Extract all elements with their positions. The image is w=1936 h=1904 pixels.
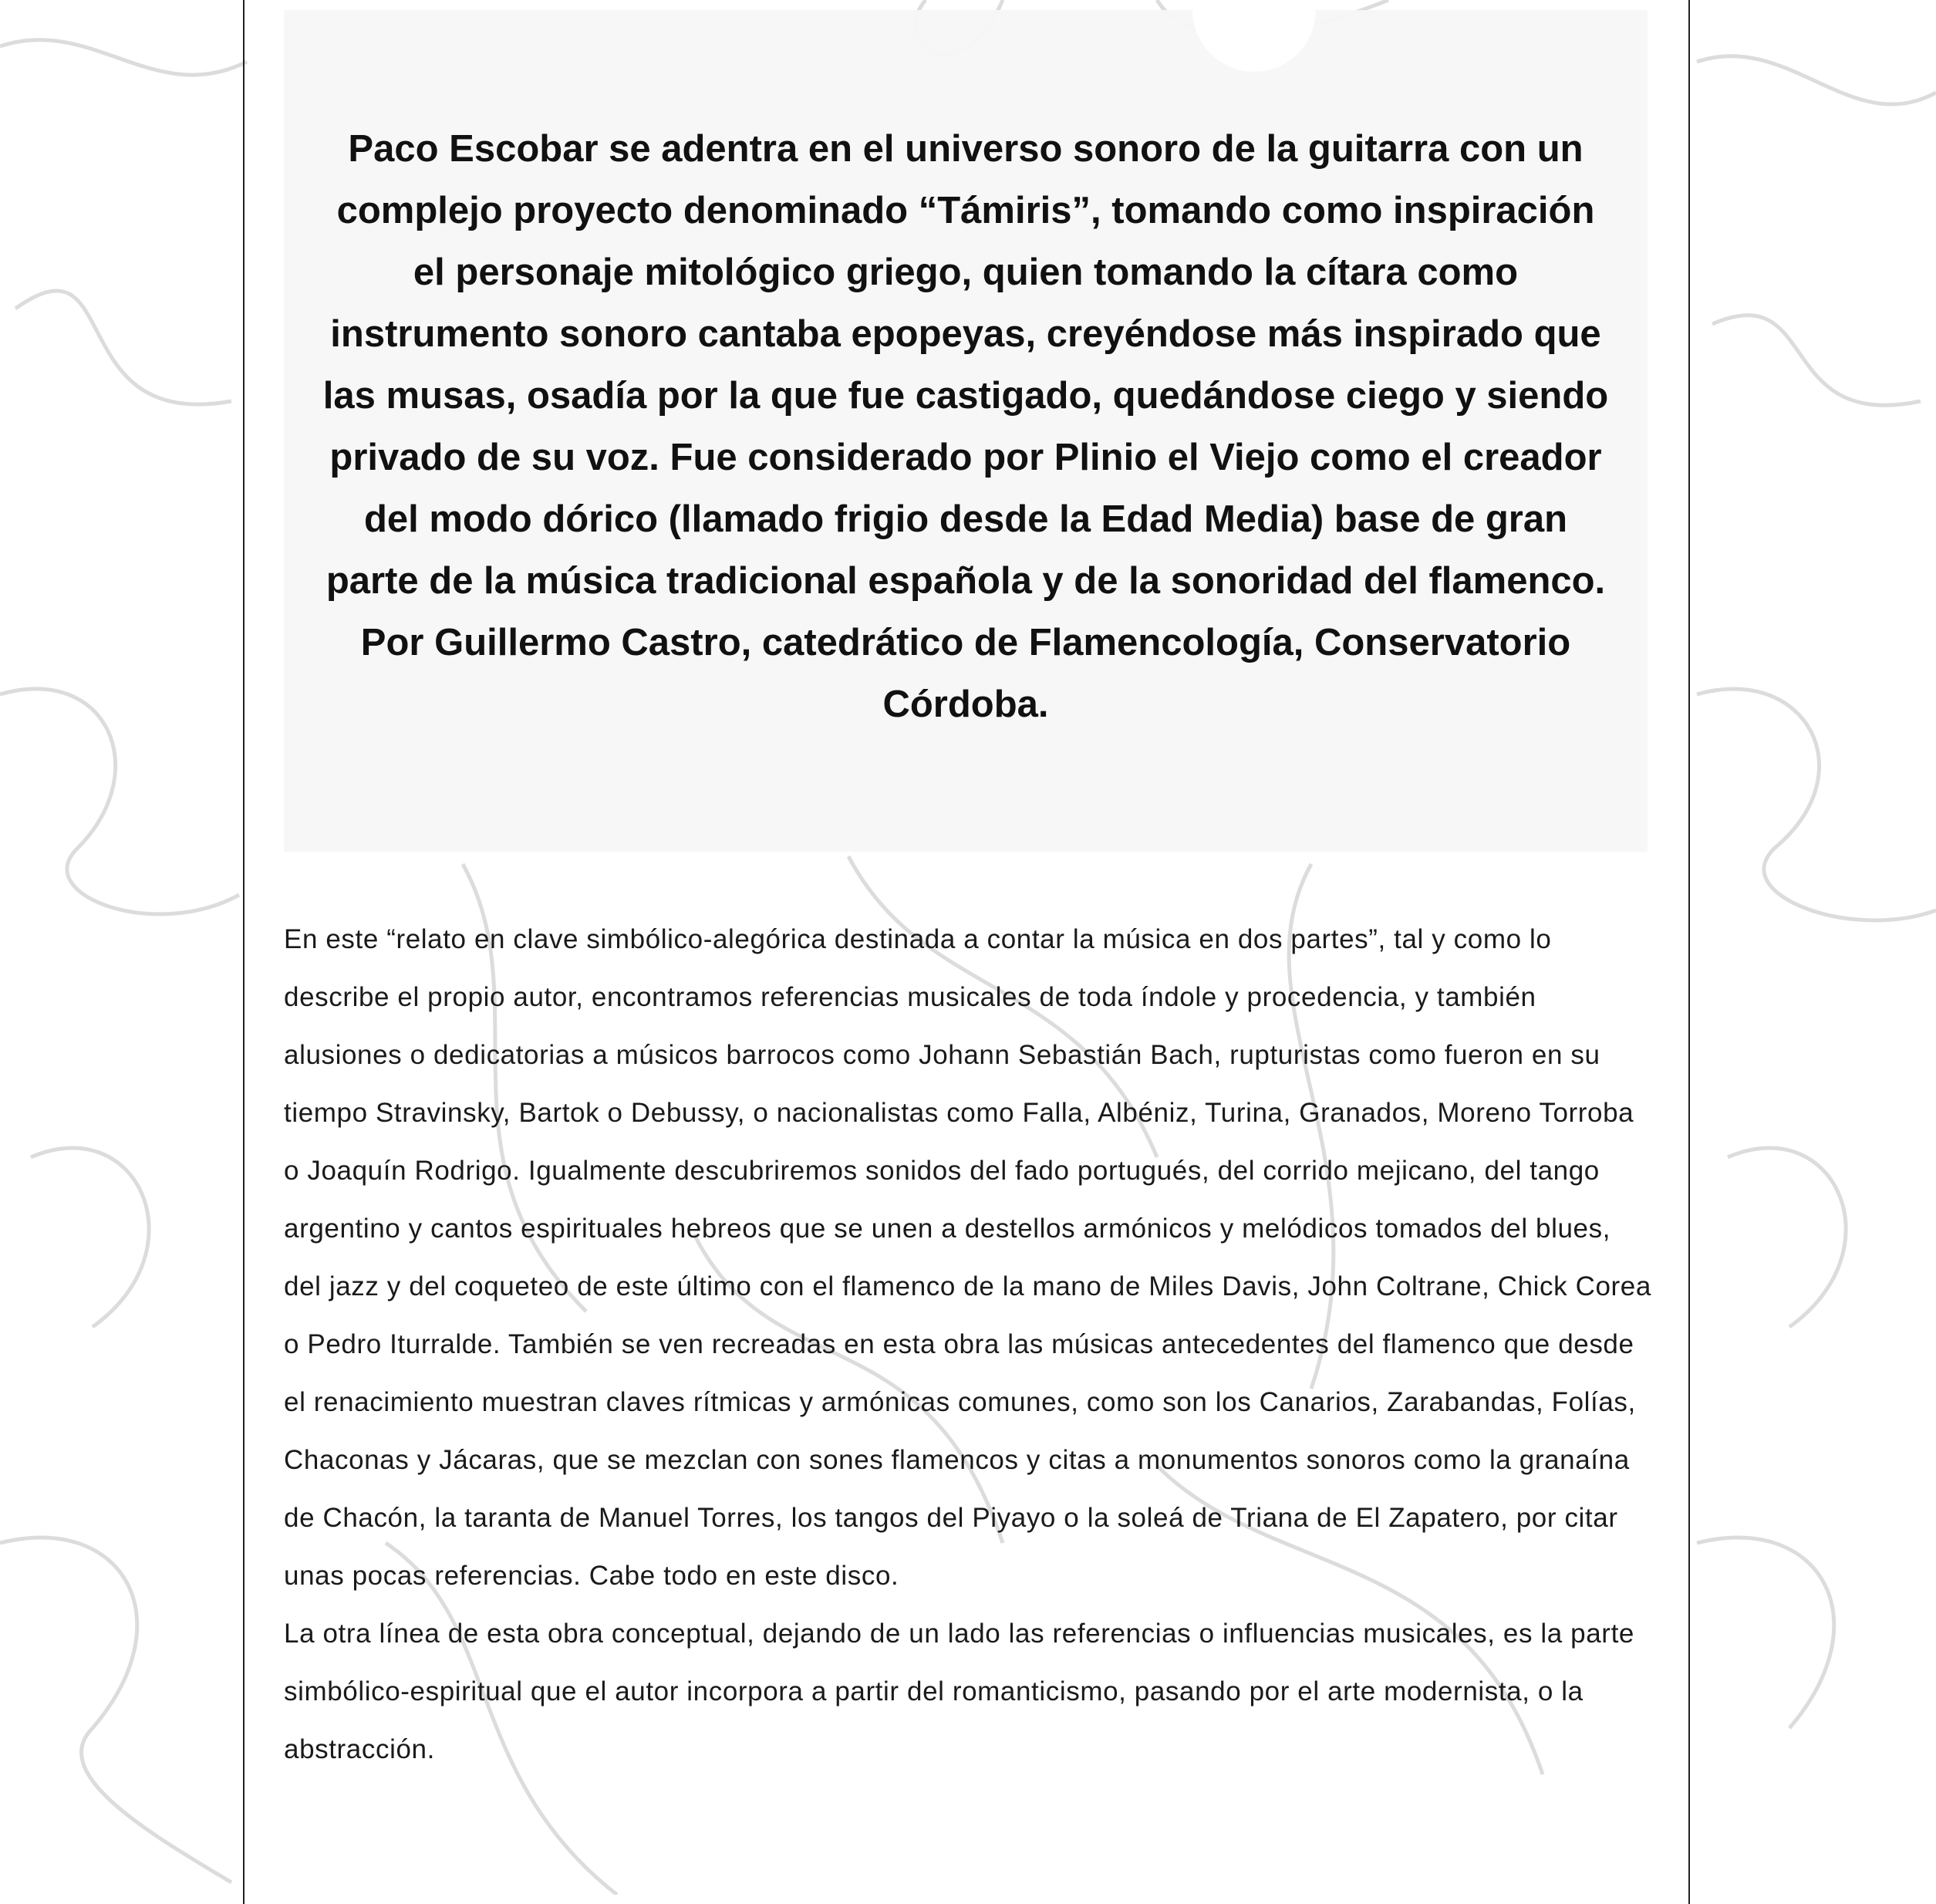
pull-quote-text: Paco Escobar se adentra en el universo sonoro de la guitarra con un complejo proyecto denominado “Támiris”, tomando como inspiración el personaje mitológico griego, quien tomando la cítara como instrumento sonoro cantaba epopeyas, creyéndose más inspirado que las musas, osadía por la que fue castigado, quedándose ciego y siendo privado de su voz. Fue considerado por Plinio el Viejo como el creador del modo dórico (llamado frigio desde la Edad Media) base de gran parte de la música tradicional española y de la sonoridad del flamenco. Por Guillermo Castro, catedrático de Flamencología, Conservatorio Córdoba.	[322, 128, 1609, 725]
article-body	[284, 910, 1653, 1778]
article-paragraph: La otra línea de esta obra conceptual, dejando de un lado las referencias o influencias musicales, es la parte simbólico-espiritual que el autor incorpora a partir del romanticismo, pasando por el arte modernista, o la abstracción.	[284, 1619, 1634, 1764]
decorative-notch	[1192, 10, 1316, 72]
article-paragraph: En este “relato en clave simbólico-alegórica destinada a contar la música en dos partes”, tal y como lo describe el propio autor, encontramos referencias musicales de toda índole y procedencia, y también alusiones o dedicatorias a músicos barrocos como Johann Sebastián Bach, rupturistas como fueron en su tiempo Stravinsky, Bartok o Debussy, o nacionalistas como Falla, Albéniz, Turina, Granados, Moreno Torroba o Joaquín Rodrigo. Igualmente descubriremos sonidos del fado portugués, del corrido mejicano, del tango argentino y cantos espirituales hebreos que se unen a destellos armónicos y melódicos tomados del blues, del jazz y del coqueteo de este último con el flamenco de la mano de Miles Davis, John Coltrane, Chick Corea o Pedro Iturralde. También se ven recreadas en esta obra las músicas antecedentes del flamenco que desde el renacimiento muestran claves rítmicas y armónicas comunes, como son los Canarios, Zarabandas, Folías, Chaconas y Jácaras, que se mezclan con sones flamencos y citas a monumentos sonoros como la granaína de Chacón, la taranta de Manuel Torres, los tangos del Piyayo o la soleá de Triana de El Zapatero, por citar unas pocas referencias. Cabe todo en este disco.	[284, 924, 1651, 1591]
pull-quote-box	[284, 10, 1648, 852]
